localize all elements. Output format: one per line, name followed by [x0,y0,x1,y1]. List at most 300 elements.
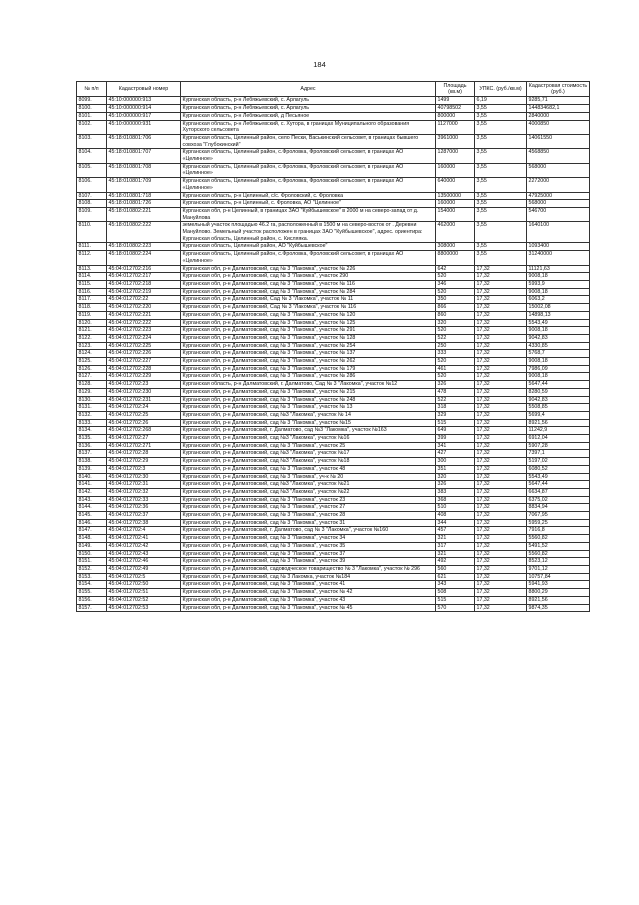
area-cell: 522 [436,396,475,404]
cadastral-cost-cell: 5941,93 [527,581,590,589]
table-row [77,311,590,319]
cadastral-number-cell: 45:10:000000:931 [107,120,181,134]
table-row [77,319,590,327]
cadastral-number-cell: 45:18:010802:224 [107,251,181,265]
address-cell: Курганская обл, р-н Далматовский, сад № 3 "Лакомка", участок № 284 [181,288,436,296]
area-cell: 344 [436,519,475,527]
address-cell: Курганская обл, р-н Далматовский, сад № 3 "Лакомка", участок 27 [181,504,436,512]
table-row [77,149,590,163]
cadastral-number-cell: 45:18:010802:221 [107,207,181,221]
row-number-cell: 8104. [77,149,107,163]
cadastral-cost-cell: 5768,7 [527,350,590,358]
upks-cell: 17,32 [475,273,527,281]
table-row [77,465,590,473]
table-row [77,558,590,566]
address-cell: Курганская обл, р-н Далматовский, сад № 3 "Лакомка", участок № 179 [181,365,436,373]
area-cell: 478 [436,388,475,396]
row-number-cell: 8115. [77,280,107,288]
cadastral-number-cell: 45:04:012702:220 [107,304,181,312]
cadastral-cost-cell: 9285,71 [527,97,590,105]
area-cell: 560 [436,566,475,574]
cadastral-number-cell: 45:04:012702:217 [107,273,181,281]
area-cell: 570 [436,604,475,612]
area-cell: 317 [436,542,475,550]
row-number-cell: 8121. [77,327,107,335]
address-cell: Курганская обл, р-н Далматовский, сад № 3 "Лакомка", участок № 226 [181,265,436,273]
row-number-cell: 8117. [77,296,107,304]
row-number-cell: 8116. [77,288,107,296]
cadastral-number-cell: 45:04:012702:22 [107,296,181,304]
table-row [77,192,590,200]
cadastral-cost-cell: 5699,4 [527,411,590,419]
row-number-cell: 8101. [77,112,107,120]
row-number-cell: 8102. [77,120,107,134]
table-row [77,396,590,404]
row-number-cell: 8138. [77,458,107,466]
cadastral-cost-cell: 6063,2 [527,296,590,304]
table-row [77,596,590,604]
cadastral-number-cell: 45:04:012702:27 [107,435,181,443]
area-cell: 8800000 [436,251,475,265]
address-cell: Курганская обл, р-н Далматовский, сад №3 "Лакомка", участок №17 [181,450,436,458]
cadastral-cost-cell: 568000 [527,200,590,208]
cadastral-cost-cell: 9008,18 [527,288,590,296]
table-row [77,458,590,466]
upks-cell: 17,32 [475,550,527,558]
row-number-cell: 8149. [77,542,107,550]
upks-cell: 3,55 [475,207,527,221]
header-number: № п/п [77,82,107,97]
cadastral-number-cell: 45:04:012702:219 [107,288,181,296]
area-cell: 427 [436,450,475,458]
upks-cell: 3,55 [475,163,527,177]
cadastral-number-cell: 45:18:010801:709 [107,178,181,192]
address-cell: Курганская область, р-н Целинный, с/с. Фроловский, с. Фроловка [181,192,436,200]
address-cell: Курганская обл, р-н Далматовский, сад № 3 "Лакомка", участок 290 [181,273,436,281]
cadastral-number-cell: 45:04:012702:221 [107,311,181,319]
address-cell: Курганская обл, р-н Далматовский, сад № 3 "Лакомка", участок № 291 [181,327,436,335]
cadastral-number-cell: 45:04:012702:50 [107,581,181,589]
cadastral-number-cell: 45:18:010801:726 [107,200,181,208]
upks-cell: 3,55 [475,200,527,208]
cadastral-cost-cell: 4568850 [527,149,590,163]
table-row [77,535,590,543]
table-row [77,342,590,350]
upks-cell: 3,55 [475,105,527,113]
table-row [77,496,590,504]
upks-cell: 3,55 [475,251,527,265]
upks-cell: 17,32 [475,566,527,574]
area-cell: 515 [436,419,475,427]
address-cell: Курганская область, Целинный район, с.Фроловка, Фроловский сельсовет, в границах АО «Целинное» [181,163,436,177]
upks-cell: 17,32 [475,327,527,335]
cadastral-cost-cell: 5647,44 [527,481,590,489]
cadastral-cost-cell: 5647,44 [527,381,590,389]
cadastral-number-cell: 45:04:012702:42 [107,542,181,550]
area-cell: 321 [436,535,475,543]
table-row [77,604,590,612]
upks-cell: 17,32 [475,265,527,273]
upks-cell: 17,32 [475,442,527,450]
area-cell: 341 [436,442,475,450]
table-row [77,163,590,177]
cadastral-cost-cell: 2272000 [527,178,590,192]
cadastral-number-cell: 45:04:012702:225 [107,342,181,350]
address-cell: Курганская обл, р-н Далматовский, сад № 3 "Лакомка", участок № 116 [181,280,436,288]
address-cell: Курганская обл, р-н Далматовский, сад № 3 "Лакомка", участок 31 [181,519,436,527]
row-number-cell: 8132. [77,411,107,419]
cadastral-number-cell: 45:04:012702:53 [107,604,181,612]
cadastral-cost-cell: 144834682,1 [527,105,590,113]
row-number-cell: 8124. [77,350,107,358]
cadastral-cost-cell: 9874,35 [527,604,590,612]
area-cell: 40798502 [436,105,475,113]
row-number-cell: 8155. [77,589,107,597]
row-number-cell: 8136. [77,442,107,450]
table-row [77,473,590,481]
area-cell: 621 [436,573,475,581]
table-row [77,273,590,281]
cadastral-number-cell: 45:04:012702:41 [107,535,181,543]
row-number-cell: 8114. [77,273,107,281]
address-cell: Курганская обл, р-н Далматовский, сад №3 "Лакомка", участок № 14 [181,411,436,419]
upks-cell: 17,32 [475,573,527,581]
cadastral-number-cell: 45:04:012702:29 [107,458,181,466]
row-number-cell: 8154. [77,581,107,589]
cadastral-number-cell: 45:04:012702:25 [107,411,181,419]
upks-cell: 17,32 [475,512,527,520]
upks-cell: 17,32 [475,427,527,435]
row-number-cell: 8134. [77,427,107,435]
address-cell: Курганская область, Целинный район, АО "Куйбышевское" [181,243,436,251]
table-row [77,200,590,208]
address-cell: Курганская обл, р-н Далматовский, сад № 3 "Лакомка", участок № 120 [181,311,436,319]
cadastral-cost-cell: 8280,59 [527,388,590,396]
row-number-cell: 8128. [77,381,107,389]
area-cell: 318 [436,404,475,412]
row-number-cell: 8108. [77,200,107,208]
cadastral-cost-cell: 6375,02 [527,496,590,504]
table-row [77,550,590,558]
area-cell: 866 [436,304,475,312]
upks-cell: 17,32 [475,388,527,396]
address-cell: Курганская обл, р-н Далматовский, сад № 3 "Лакомка", участок 35 [181,542,436,550]
cadastral-cost-cell: 6912,04 [527,435,590,443]
area-cell: 640000 [436,178,475,192]
address-cell: Курганская область, Целинный район, с.Фроловка, Фроловский сельсовет, в границах АО «Целинное» [181,251,436,265]
upks-cell: 17,32 [475,558,527,566]
cadastral-cost-cell: 7986,09 [527,365,590,373]
cadastral-number-cell: 45:04:012702:36 [107,504,181,512]
cadastral-cost-cell: 8834,94 [527,504,590,512]
area-cell: 320 [436,473,475,481]
area-cell: 510 [436,504,475,512]
cadastral-number-cell: 45:04:012702:227 [107,358,181,366]
area-cell: 800000 [436,112,475,120]
upks-cell: 6,19 [475,97,527,105]
cadastral-number-cell: 45:04:012702:5 [107,573,181,581]
area-cell: 343 [436,581,475,589]
address-cell: Курганская обл, р-н Далматовский, сад №3 "Лакомка", участок №16 [181,435,436,443]
cadastral-number-cell: 45:10:000000:917 [107,112,181,120]
area-cell: 520 [436,327,475,335]
table-row [77,178,590,192]
address-cell: Курганская обл, р-н Далматовский, сад № 3 "Лакомка", участок № 45 [181,604,436,612]
table-row [77,327,590,335]
cadastral-number-cell: 45:04:012702:31 [107,481,181,489]
area-cell: 520 [436,273,475,281]
cadastral-number-cell: 45:04:012702:4 [107,527,181,535]
address-cell: Курганская обл, р-н Далматовский, садоводческое товарищество № 3 "Лакомка", участок № 296 [181,566,436,574]
upks-cell: 3,55 [475,243,527,251]
address-cell: Курганская обл, р-н Далматовский, Сад № 3 "Лакомка", участок № 11 [181,296,436,304]
cadastral-cost-cell: 31240000 [527,251,590,265]
upks-cell: 17,32 [475,604,527,612]
row-number-cell: 8125. [77,358,107,366]
row-number-cell: 8141. [77,481,107,489]
table-row [77,419,590,427]
cadastral-number-cell: 45:04:012702:23 [107,381,181,389]
area-cell: 250 [436,342,475,350]
upks-cell: 3,55 [475,134,527,148]
cadastral-cost-cell: 47925000 [527,192,590,200]
cadastral-number-cell: 45:04:012702:218 [107,280,181,288]
cadastral-number-cell: 45:04:012702:271 [107,442,181,450]
table-row [77,481,590,489]
address-cell: Курганская обл, р-н Далматовский, сад № 3 "Лакомка", участок № 125 [181,319,436,327]
upks-cell: 17,32 [475,381,527,389]
row-number-cell: 8148. [77,535,107,543]
table-row [77,280,590,288]
row-number-cell: 8131. [77,404,107,412]
row-number-cell: 8151. [77,558,107,566]
address-cell: Курганская обл, р-н Далматовский, сад №3 "Лакомка", участок №22 [181,488,436,496]
address-cell: Курганская обл, р-н Далматовский, сад № 3 "Лакомка", участок 41 [181,581,436,589]
cadastral-cost-cell: 1640100 [527,222,590,243]
upks-cell: 3,55 [475,120,527,134]
address-cell: Курганская обл, р-н Далматовский, сад №3 "Лакомка", участок №18 [181,458,436,466]
upks-cell: 17,32 [475,419,527,427]
address-cell: Курганская обл, р-н Далматовский, сад № 3 Лакомка, участок №184 [181,573,436,581]
cadastral-cost-cell: 9008,18 [527,273,590,281]
cadastral-number-cell: 45:04:012702:52 [107,596,181,604]
row-number-cell: 8127. [77,373,107,381]
table-row [77,519,590,527]
address-cell: Курганская обл, р-н Далматовский, сад № 3 "Лакомка", участок 23 [181,496,436,504]
cadastral-number-cell: 45:04:012702:226 [107,350,181,358]
upks-cell: 17,32 [475,311,527,319]
cadastral-cost-cell: 568000 [527,163,590,177]
area-cell: 399 [436,435,475,443]
cadastral-registry-table [76,81,590,612]
cadastral-cost-cell: 5560,82 [527,535,590,543]
address-cell: Курганская обл, р-н Далматовский, сад № 3 "Лакомка", участок № 42 [181,589,436,597]
row-number-cell: 8105. [77,163,107,177]
cadastral-cost-cell: 5508,85 [527,404,590,412]
upks-cell: 17,32 [475,296,527,304]
upks-cell: 17,32 [475,481,527,489]
upks-cell: 17,32 [475,596,527,604]
table-row [77,435,590,443]
row-number-cell: 8109. [77,207,107,221]
upks-cell: 17,32 [475,465,527,473]
header-cadastral-cost: Кадастровая стоимость (руб.) [527,82,590,97]
cadastral-cost-cell: 5907,28 [527,442,590,450]
upks-cell: 17,32 [475,358,527,366]
upks-cell: 17,32 [475,450,527,458]
cadastral-number-cell: 45:18:010801:707 [107,149,181,163]
address-cell: Курганская обл, р-н Далматовский, сад №3 "Лакомка", участок №21 [181,481,436,489]
upks-cell: 3,55 [475,112,527,120]
area-cell: 461 [436,365,475,373]
address-cell: Курганская область, р-н Целинный, с. Фроловка, АО "Целинное" [181,200,436,208]
cadastral-cost-cell: 5959,25 [527,519,590,527]
table-row [77,589,590,597]
cadastral-number-cell: 45:04:012702:24 [107,404,181,412]
cadastral-number-cell: 45:04:012702:229 [107,373,181,381]
row-number-cell: 8120. [77,319,107,327]
cadastral-cost-cell: 15002,08 [527,304,590,312]
cadastral-number-cell: 45:04:012702:268 [107,427,181,435]
upks-cell: 17,32 [475,458,527,466]
table-row [77,373,590,381]
cadastral-cost-cell: 10757,84 [527,573,590,581]
address-cell: Курганская область, Целинный район, с.Фроловка, Фроловский сельсовет, в границах АО «Целинное» [181,149,436,163]
cadastral-number-cell: 45:04:012702:222 [107,319,181,327]
row-number-cell: 8118. [77,304,107,312]
upks-cell: 17,32 [475,496,527,504]
cadastral-cost-cell: 9008,18 [527,327,590,335]
upks-cell: 17,32 [475,280,527,288]
row-number-cell: 8137. [77,450,107,458]
row-number-cell: 8111. [77,243,107,251]
cadastral-cost-cell: 5197,02 [527,458,590,466]
table-row [77,365,590,373]
cadastral-number-cell: 45:10:000000:913 [107,97,181,105]
cadastral-cost-cell: 8523,12 [527,558,590,566]
address-cell: Курганская область, р-н Лебяжьевский, с. Хутора, в границах Муниципального образования Хуторского сельсовета [181,120,436,134]
cadastral-cost-cell: 11242,9 [527,427,590,435]
cadastral-number-cell: 45:04:012702:223 [107,327,181,335]
area-cell: 326 [436,381,475,389]
cadastral-cost-cell: 8921,56 [527,596,590,604]
row-number-cell: 8112. [77,251,107,265]
address-cell: Курганская обл, р-н Далматовский, сад № 3 "Лакомка", участок 28 [181,512,436,520]
area-cell: 642 [436,265,475,273]
table-row [77,358,590,366]
upks-cell: 17,32 [475,435,527,443]
upks-cell: 17,32 [475,319,527,327]
area-cell: 508 [436,589,475,597]
cadastral-number-cell: 45:18:010801:708 [107,163,181,177]
cadastral-cost-cell: 4000850 [527,120,590,134]
address-cell: Курганская обл, р-н Далматовский, сад № 3 "Лакомка", участок 34 [181,535,436,543]
cadastral-number-cell: 45:04:012702:33 [107,496,181,504]
cadastral-cost-cell: 7397,1 [527,450,590,458]
row-number-cell: 8147. [77,527,107,535]
row-number-cell: 8107. [77,192,107,200]
row-number-cell: 8143. [77,496,107,504]
page-number: 184 [313,60,326,69]
area-cell: 350 [436,296,475,304]
upks-cell: 17,32 [475,396,527,404]
table-row [77,427,590,435]
header-cadastral-number: Кадастровый номер [107,82,181,97]
cadastral-cost-cell: 5543,49 [527,473,590,481]
address-cell: Курганская обл, р-н Далматовский, сад № 3 "Лакомка", участок № 262 [181,358,436,366]
address-cell: Курганская область, Целинный район, с.Фроловка, Фроловский сельсовет, в границах АО «Целинное» [181,178,436,192]
cadastral-number-cell: 45:04:012702:28 [107,450,181,458]
cadastral-cost-cell: 11121,63 [527,265,590,273]
header-address: Адрес [181,82,436,97]
cadastral-cost-cell: 14061550 [527,134,590,148]
table-row [77,573,590,581]
cadastral-cost-cell: 9008,18 [527,358,590,366]
table-row [77,388,590,396]
area-cell: 321 [436,550,475,558]
cadastral-cost-cell: 546700 [527,207,590,221]
table-row [77,134,590,148]
area-cell: 3961000 [436,134,475,148]
upks-cell: 3,55 [475,192,527,200]
area-cell: 308000 [436,243,475,251]
address-cell: Курганская обл, р-н Далматовский, сад № 3 "Лакомка", участок 48 [181,465,436,473]
area-cell: 1127000 [436,120,475,134]
address-cell: Курганская обл, р-н Далматовский, сад № 3 "Лакомка", уч-к № 20 [181,473,436,481]
address-cell: Курганская обл, р-н Далматовский, Сад № 3 "Лакомка", участок № 116 [181,304,436,312]
row-number-cell: 8122. [77,334,107,342]
table-row [77,527,590,535]
cadastral-cost-cell: 5993,9 [527,280,590,288]
table-row [77,542,590,550]
cadastral-cost-cell: 1093400 [527,243,590,251]
cadastral-number-cell: 45:04:012702:26 [107,419,181,427]
cadastral-number-cell: 45:18:010802:223 [107,243,181,251]
area-cell: 329 [436,411,475,419]
address-cell: Курганская обл, р-н Далматовский, сад № 3 "Лакомка", участок № 13 [181,404,436,412]
cadastral-number-cell: 45:18:010801:706 [107,134,181,148]
upks-cell: 17,32 [475,519,527,527]
upks-cell: 3,55 [475,178,527,192]
table-row [77,512,590,520]
row-number-cell: 8133. [77,419,107,427]
address-cell: Курганская обл, р-н Далматовский, сад № 3 "Лакомка", участок № 137 [181,350,436,358]
area-cell: 860 [436,311,475,319]
area-cell: 649 [436,427,475,435]
cadastral-number-cell: 45:04:012702:37 [107,512,181,520]
cadastral-number-cell: 45:04:012702:228 [107,365,181,373]
upks-cell: 17,32 [475,342,527,350]
row-number-cell: 8153. [77,573,107,581]
cadastral-number-cell: 45:04:012702:230 [107,388,181,396]
area-cell: 492 [436,558,475,566]
cadastral-cost-cell: 7916,8 [527,527,590,535]
address-cell: Курганская обл, р-н Целинный, в границах ЗАО "Куйбышевское" в 2000 м на северо-запад от д. Мануйлова [181,207,436,221]
table-row [77,488,590,496]
table-row [77,334,590,342]
table-row [77,251,590,265]
area-cell: 368 [436,496,475,504]
table-row [77,97,590,105]
row-number-cell: 8113. [77,265,107,273]
upks-cell: 17,32 [475,589,527,597]
row-number-cell: 8100. [77,105,107,113]
upks-cell: 17,32 [475,404,527,412]
area-cell: 320 [436,319,475,327]
address-cell: Курганская обл, р-н Далматовский, сад № 3 "Лакомка", участок № 286 [181,373,436,381]
row-number-cell: 8146. [77,519,107,527]
cadastral-cost-cell: 9701,12 [527,566,590,574]
